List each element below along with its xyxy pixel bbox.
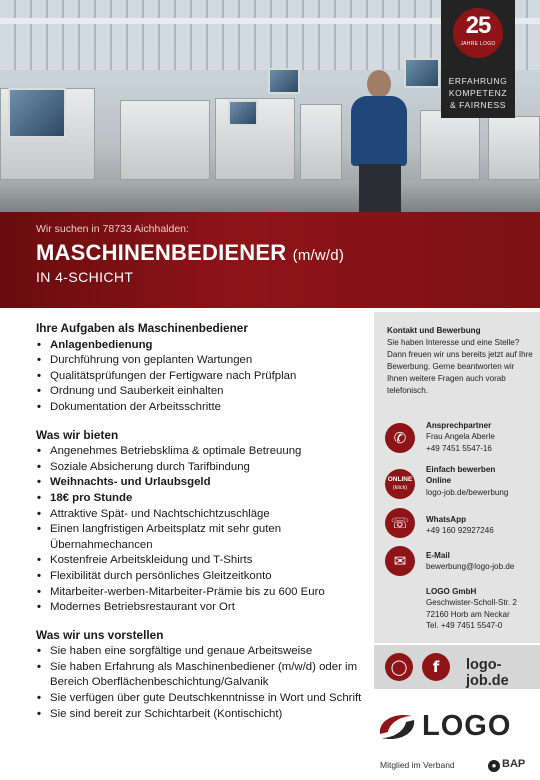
machine (300, 104, 342, 180)
whatsapp-text (426, 514, 538, 537)
list-item (36, 660, 366, 691)
list-item-text: Dokumentation der Arbeitsschritte (50, 400, 221, 413)
list-item (36, 491, 366, 507)
list-item-bold: 18€ pro Stunde (50, 491, 133, 504)
contact-sidebar (374, 312, 540, 643)
machine (120, 100, 210, 180)
list-item (36, 353, 366, 369)
shift-model: IN 4-SCHICHT (36, 269, 134, 285)
list-item-text: Kostenfreie Arbeitskleidung und T-Shirts (50, 554, 253, 567)
section-heading: Was wir uns vorstellen (36, 627, 164, 642)
list-item-text: Ordnung und Sauberkeit einhalten (50, 385, 224, 398)
online-apply-icon[interactable] (385, 469, 415, 499)
list-item-text: Einen langfristigen Arbeitsplatz mit sehr guten Übernahmechancen (50, 523, 282, 551)
whatsapp-number[interactable]: +49 160 92927246 (426, 526, 494, 536)
logo-wordmark: LOGO (422, 710, 512, 742)
company-name: LOGO GmbH (426, 587, 477, 596)
contact-person: Frau Angela Aberle (426, 432, 495, 442)
list-item (36, 338, 366, 354)
contact-heading: Kontakt und Bewerbung (387, 326, 481, 335)
company-address (426, 586, 538, 632)
instagram-icon[interactable]: ◯ (385, 653, 413, 681)
job-title-suffix: (m/w/d) (292, 247, 345, 264)
phone-number[interactable]: +49 7451 5547-16 (426, 443, 492, 453)
worker-torso (351, 96, 407, 166)
online-text (426, 464, 538, 498)
factory-floor (0, 180, 540, 212)
association-logo (488, 758, 525, 772)
list-item (36, 585, 366, 601)
whatsapp-heading: WhatsApp (426, 515, 467, 524)
facebook-icon[interactable]: f (422, 653, 450, 681)
application-link[interactable]: logo-job.de/bewerbung (426, 487, 509, 497)
machine (420, 110, 480, 180)
machine-screen (8, 88, 66, 138)
company-logo (374, 700, 540, 750)
badge-subtitle: JAHRE LOGO (460, 41, 496, 47)
online-icon-label: ONLINE (387, 476, 413, 483)
list-item (36, 522, 366, 553)
list-item-bold: Weihnachts- und Urlaubsgeld (50, 476, 211, 489)
list-item (36, 369, 366, 385)
list-item-text: Sie verfügen über gute Deutschkenntnisse in Wort und Schrift (50, 692, 362, 705)
association-name: BAP (502, 758, 526, 770)
list-item (36, 444, 366, 460)
list-item-text: Mitarbeiter-werben-Mitarbeiter-Prämie bis zu 600 Euro (50, 585, 325, 598)
section-heading: Ihre Aufgaben als Maschinenbediener (36, 321, 248, 335)
list-item (36, 475, 366, 491)
list-item (36, 400, 366, 416)
list-item (36, 569, 366, 585)
list-item (36, 644, 366, 660)
list-item (36, 460, 366, 476)
list-item-bold: Anlagenbedienung (50, 338, 153, 351)
banner-intro: Wir suchen in 78733 Aichhalden: (36, 223, 189, 235)
machine (488, 116, 540, 180)
job-details (36, 321, 366, 734)
list-item-text: Attraktive Spät- und Nachtschichtzuschläge (50, 507, 270, 520)
list-item (36, 507, 366, 523)
list-item-text: Sie haben Erfahrung als Maschinenbediener (m/w/d) oder im Bereich Oberflächenbeschichtung/Galvanik (50, 660, 358, 689)
social-bar (374, 645, 540, 689)
list-item-text: Angenehmes Betriebsklima & optimale Betreuung (50, 445, 302, 458)
list-item-text: Durchführung von geplanten Wartungen (50, 354, 253, 367)
task-list (36, 338, 366, 416)
badge-line: & FAIRNESS (449, 100, 507, 110)
company-phone: Tel. +49 7451 5547-0 (426, 621, 503, 631)
online-line2: Online (426, 476, 452, 486)
worker-figure (345, 70, 415, 212)
badge-line: ERFAHRUNG (448, 76, 508, 86)
job-title-banner (0, 212, 540, 308)
contact-intro (387, 325, 533, 398)
list-item-text: Flexibilität durch persönliches Gleitzeitkonto (50, 569, 272, 582)
list-item (36, 600, 366, 616)
requirements-list (36, 644, 366, 722)
online-icon-sub: (klick) (392, 485, 408, 491)
list-item (36, 553, 366, 569)
logo-mark-icon (376, 708, 418, 746)
list-item-text: Sie sind bereit zur Schichtarbeit (Kontischicht) (50, 707, 283, 720)
machine-screen (268, 68, 300, 94)
badge-number: 25 (465, 12, 491, 39)
worker-legs (359, 164, 401, 212)
badge-line: KOMPETENZ (448, 88, 508, 98)
email-text (426, 550, 538, 573)
benefits-list (36, 444, 366, 616)
list-item (36, 707, 366, 723)
membership-note: Mitglied im Verband (380, 760, 455, 770)
bap-icon: ● (488, 760, 500, 772)
list-item-text: Sie haben eine sorgfältige und genaue Arbeitsweise (50, 645, 313, 658)
contact-text: Sie haben Interesse und eine Stelle? Dann freuen wir uns bereits jetzt auf Ihre Bewerbung. Gerne beantworten wir Ihnen weitere Fragen auch vorab telefonisch. (387, 338, 533, 396)
phone-icon[interactable]: ✆ (385, 423, 415, 453)
phone-text (426, 420, 538, 454)
email-heading: E-Mail (426, 551, 450, 560)
anniversary-badge (441, 0, 515, 118)
email-address[interactable]: bewerbung@logo-job.de (426, 562, 515, 572)
company-street: Geschwister-Scholl-Str. 2 (426, 598, 517, 608)
phone-heading: Ansprechpartner (426, 421, 492, 430)
job-title-text: MASCHINENBEDIENER (36, 240, 287, 265)
list-item-text: Modernes Betriebsrestaurant vor Ort (50, 601, 235, 614)
machine-screen (228, 100, 258, 126)
whatsapp-icon[interactable]: ☏ (385, 508, 415, 538)
list-item (36, 691, 366, 707)
list-item (36, 384, 366, 400)
mail-icon[interactable]: ✉ (385, 546, 415, 576)
list-item-text: Qualitätsprüfungen der Fertigware nach Prüfplan (50, 369, 297, 382)
website-link[interactable]: logo-job.de (466, 657, 509, 689)
worker-head (367, 70, 391, 98)
company-city: 72160 Horb am Neckar (426, 609, 510, 619)
section-heading: Was wir bieten (36, 427, 119, 442)
list-item-text: Soziale Absicherung durch Tarifbindung (50, 460, 250, 473)
online-heading: Einfach bewerben (426, 465, 496, 474)
job-title (36, 240, 344, 266)
